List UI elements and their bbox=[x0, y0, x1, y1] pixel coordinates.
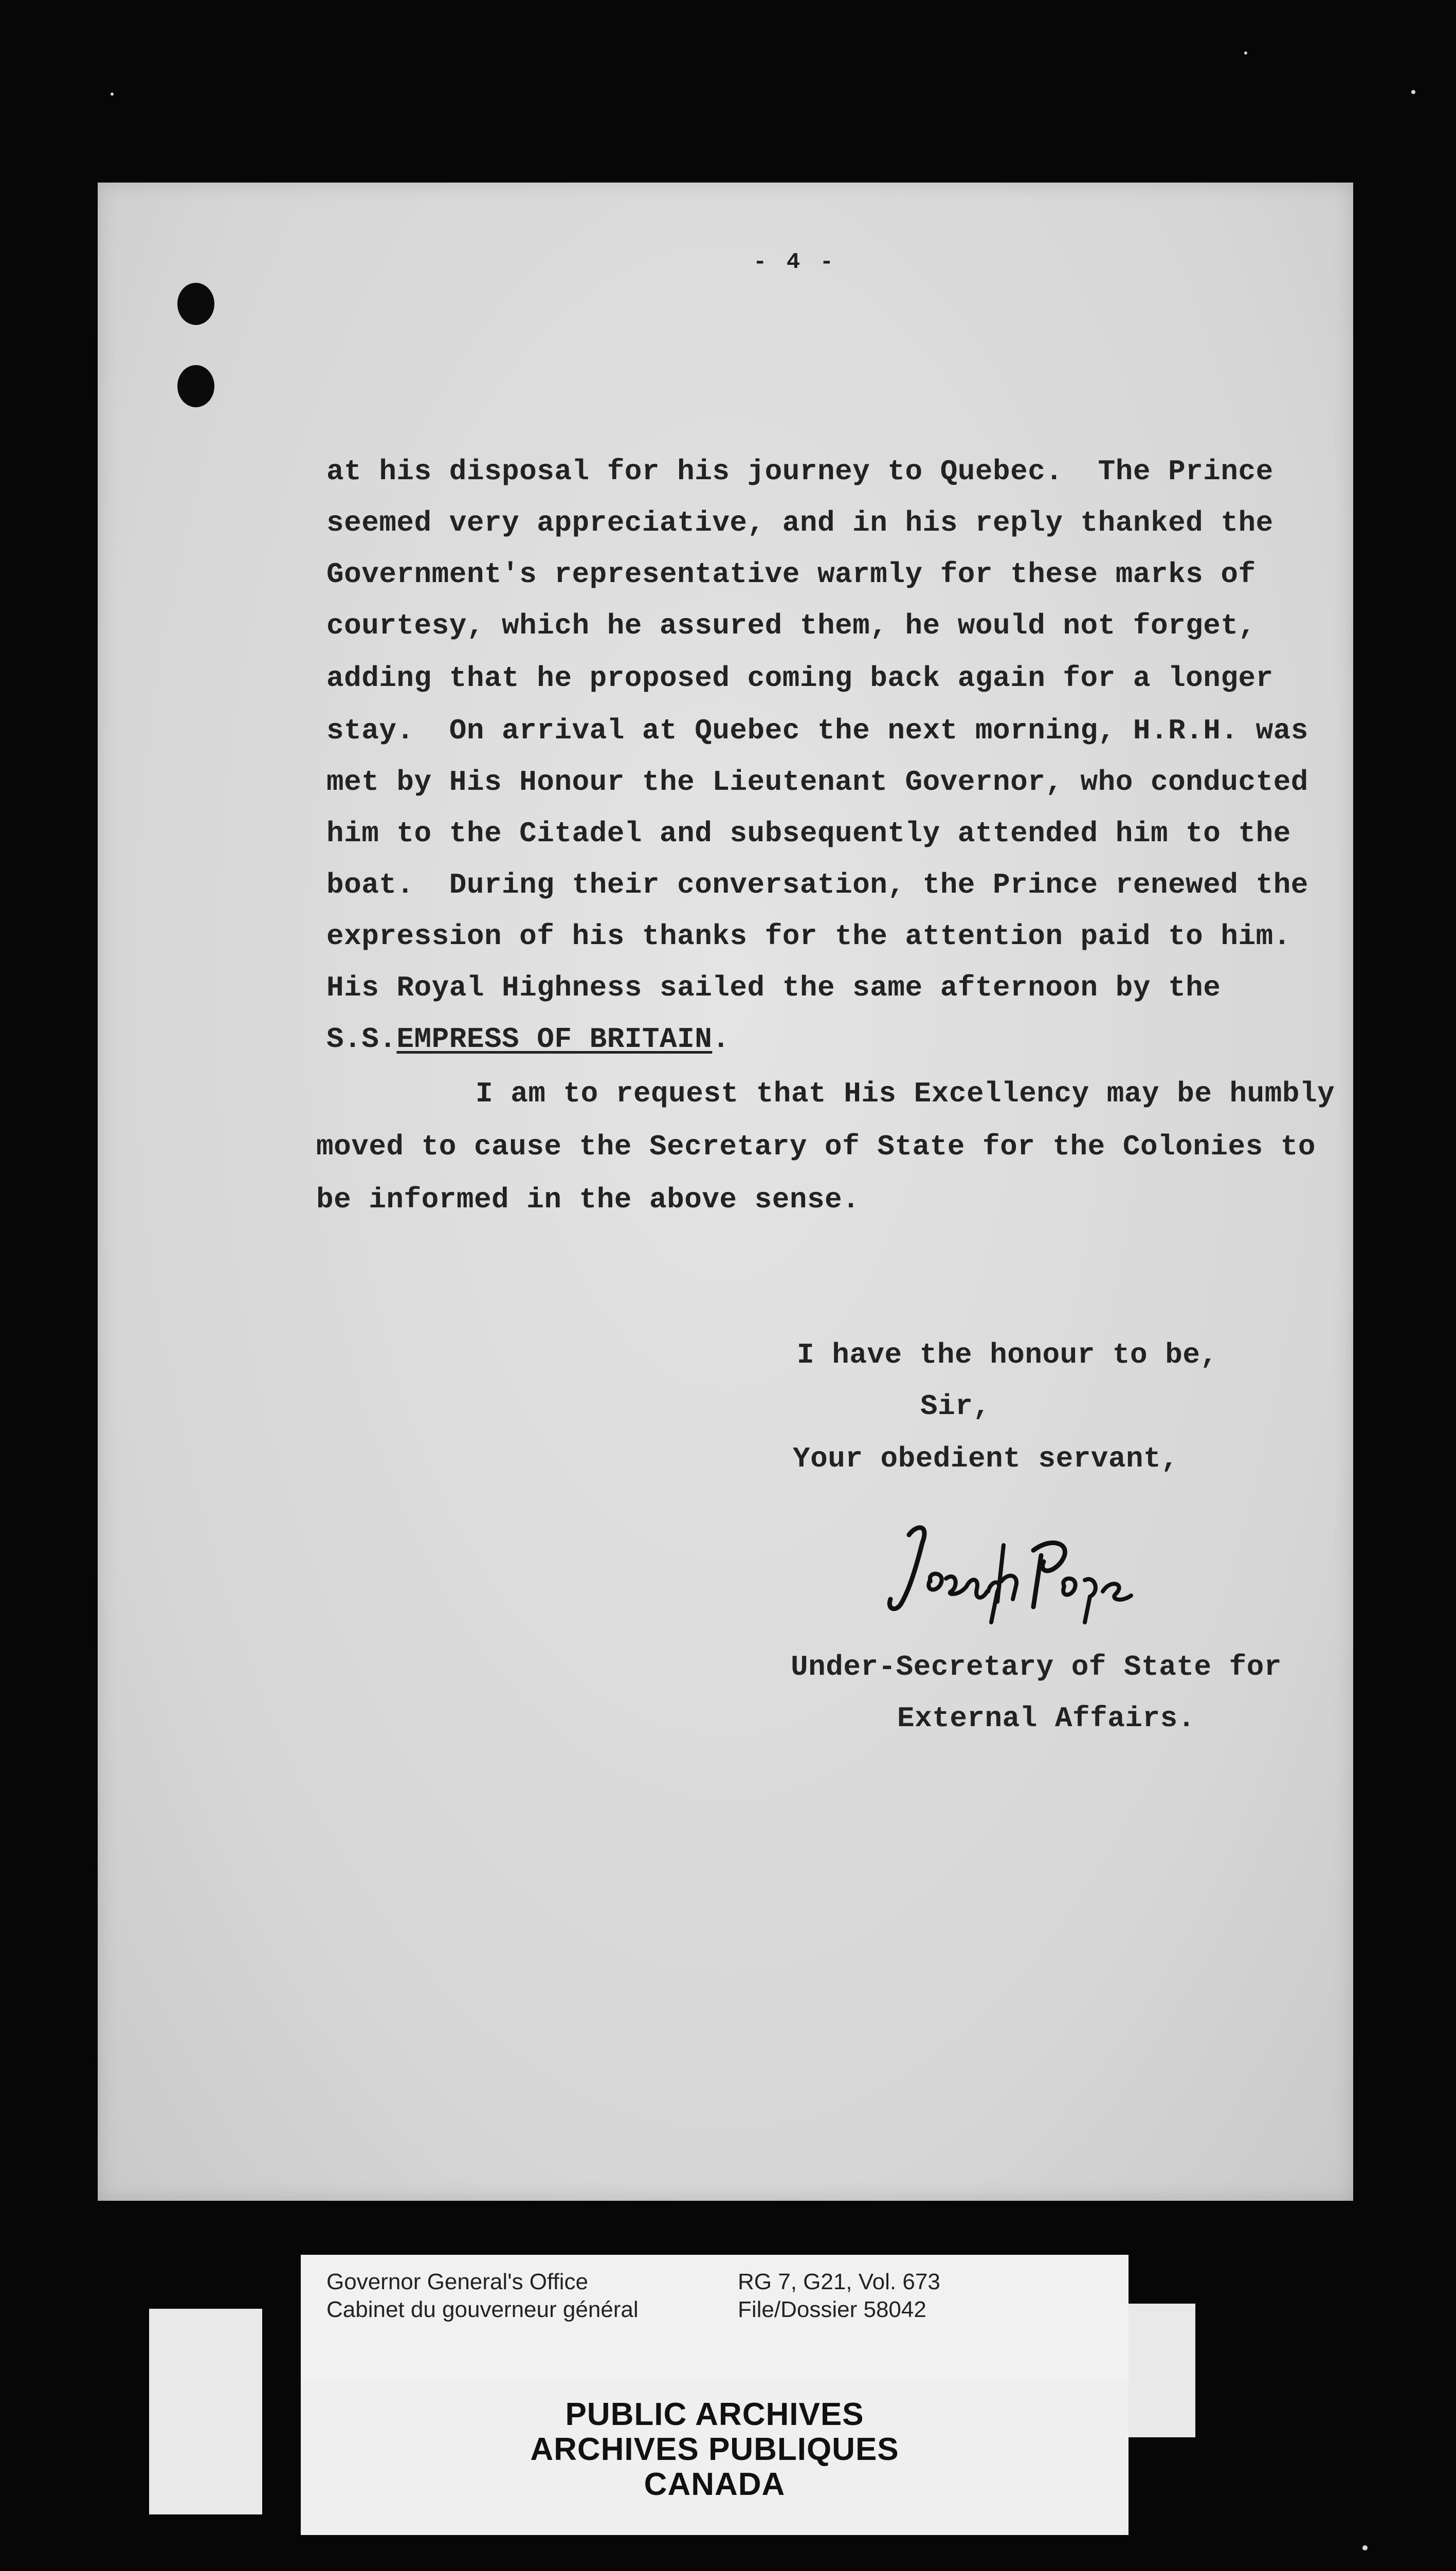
punch-hole-top bbox=[177, 283, 214, 325]
page-number: - 4 - bbox=[753, 249, 837, 275]
stamp-line-canada: CANADA bbox=[644, 2467, 786, 2502]
body-line: courtesy, which he assured them, he would not forget, bbox=[326, 609, 1256, 642]
body-line: His Royal Highness sailed the same afternoon by the bbox=[326, 971, 1221, 1004]
dust-speck bbox=[1411, 90, 1415, 94]
request-line: I am to request that His Excellency may be humbly bbox=[476, 1077, 1335, 1110]
stamp-line-public-archives: PUBLIC ARCHIVES bbox=[565, 2397, 864, 2432]
closing-line: I have the honour to be, bbox=[797, 1338, 1218, 1371]
closing-line: Sir, bbox=[920, 1390, 991, 1423]
body-line: seemed very appreciative, and in his reply thanked the bbox=[326, 506, 1273, 539]
body-line: expression of his thanks for the attention paid to him. bbox=[326, 920, 1291, 953]
title-line: External Affairs. bbox=[897, 1702, 1195, 1735]
ship-line bbox=[326, 1023, 730, 1056]
stamp-line-archives-publiques: ARCHIVES PUBLIQUES bbox=[530, 2432, 899, 2467]
archive-reference-label bbox=[301, 2255, 1129, 2381]
body-line: adding that he proposed coming back again for a longer bbox=[326, 662, 1273, 695]
dust-speck bbox=[1244, 51, 1247, 55]
ship-suffix: . bbox=[712, 1023, 730, 1056]
body-line: at his disposal for his journey to Quebec. The Prince bbox=[326, 455, 1273, 488]
ship-prefix: S.S. bbox=[326, 1023, 397, 1056]
stamp-card-tab-left bbox=[149, 2309, 262, 2514]
body-line: stay. On arrival at Quebec the next morning, H.R.H. was bbox=[326, 714, 1308, 747]
title-line: Under-Secretary of State for bbox=[791, 1651, 1282, 1683]
dust-speck bbox=[111, 93, 114, 96]
document-page bbox=[98, 183, 1353, 2201]
request-line: be informed in the above sense. bbox=[316, 1183, 860, 1216]
office-english: Governor General's Office bbox=[326, 2269, 588, 2294]
archives-stamp bbox=[301, 2381, 1129, 2535]
body-line: him to the Citadel and subsequently attended him to the bbox=[326, 817, 1291, 850]
office-french: Cabinet du gouverneur général bbox=[326, 2297, 639, 2322]
dust-speck bbox=[1362, 2545, 1368, 2550]
body-line: Government's representative warmly for these marks of bbox=[326, 558, 1256, 591]
request-line: moved to cause the Secretary of State for the Colonies to bbox=[316, 1130, 1316, 1163]
punch-hole-bottom bbox=[177, 365, 214, 407]
record-group-reference: RG 7, G21, Vol. 673 bbox=[738, 2269, 940, 2294]
body-line: met by His Honour the Lieutenant Governor, who conducted bbox=[326, 766, 1308, 799]
body-line: boat. During their conversation, the Prince renewed the bbox=[326, 868, 1308, 901]
closing-line: Your obedient servant, bbox=[793, 1442, 1179, 1475]
file-number: File/Dossier 58042 bbox=[738, 2297, 926, 2322]
handwritten-signature bbox=[869, 1514, 1136, 1633]
ship-name: EMPRESS OF BRITAIN bbox=[396, 1023, 713, 1056]
